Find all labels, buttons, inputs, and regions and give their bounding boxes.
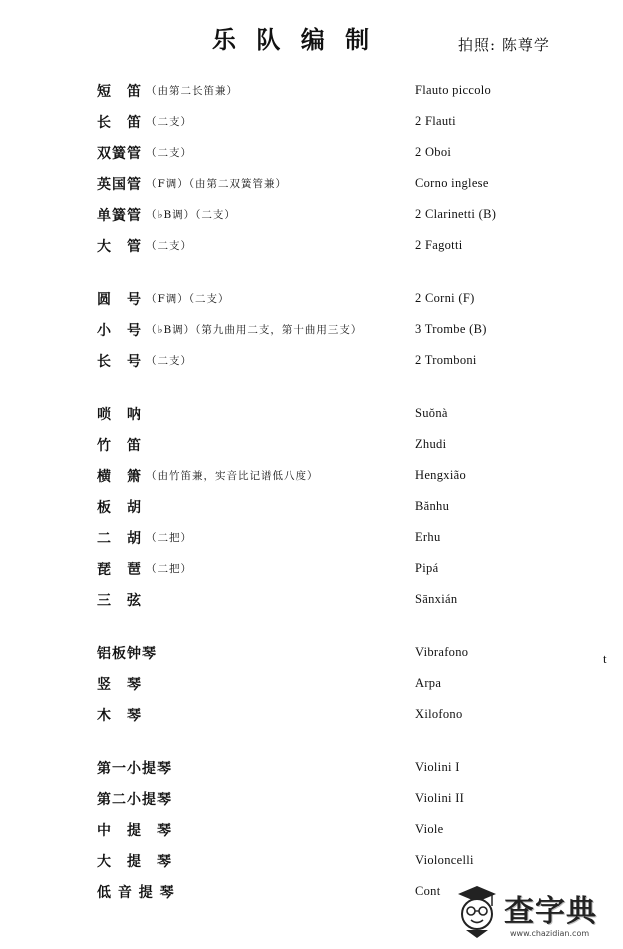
instrument-name-zh: 圆 号	[97, 291, 142, 308]
instrument-list	[97, 75, 612, 907]
instrument-name-latin: 2 Tromboni	[415, 353, 477, 367]
instrument-row	[97, 491, 612, 522]
instrument-note-zh: （由第二长笛兼）	[146, 85, 238, 97]
instrument-name-zh: 中 提 琴	[97, 822, 172, 839]
instrument-name-zh: 唢 呐	[97, 406, 142, 423]
instrument-row	[97, 783, 612, 814]
instrument-row	[97, 699, 612, 730]
instrument-name-zh: 木 琴	[97, 707, 142, 724]
instrument-note-zh: （♭B调）（第九曲用二支，第十曲用三支）	[146, 324, 363, 336]
instrument-name-latin: Violoncelli	[415, 853, 474, 867]
instrument-name-zh: 低 音 提 琴	[97, 884, 175, 901]
instrument-name-latin: Xilofono	[415, 707, 463, 721]
instrument-row	[97, 345, 612, 376]
instrument-row	[97, 199, 612, 230]
instrument-name-zh: 三 弦	[97, 592, 142, 609]
instrument-name-latin: 2 Clarinetti (B)	[415, 207, 497, 221]
instrument-name-zh: 二 胡	[97, 530, 142, 547]
instrument-name-latin: Vibrafono	[415, 645, 469, 659]
instrument-name-zh: 琵 琶	[97, 561, 142, 578]
instrument-name-zh: 小 号	[97, 322, 142, 339]
instrument-row	[97, 283, 612, 314]
instrument-note-zh: （F调）（二支）	[146, 293, 230, 305]
instrument-group	[97, 283, 612, 376]
instrument-name-latin: Arpa	[415, 676, 442, 690]
instrument-name-latin: Hengxião	[415, 468, 466, 482]
instrument-name-zh: 短 笛	[97, 83, 142, 100]
instrument-note-zh: （由竹笛兼，实音比记谱低八度）	[146, 470, 319, 482]
instrument-name-latin: 2 Corni (F)	[415, 291, 475, 305]
instrument-name-latin: Bănhu	[415, 499, 450, 513]
instrument-row	[97, 752, 612, 783]
watermark-text: 查字典	[504, 894, 597, 929]
instrument-name-zh: 长 号	[97, 353, 142, 370]
instrument-row	[97, 429, 612, 460]
instrument-row	[97, 845, 612, 876]
instrument-row	[97, 137, 612, 168]
instrument-name-zh: 第二小提琴	[97, 791, 172, 808]
instrument-note-zh: （二支）	[146, 355, 192, 367]
instrument-row	[97, 522, 612, 553]
instrument-row	[97, 553, 612, 584]
instrument-note-zh: （二支）	[146, 116, 192, 128]
instrument-row	[97, 314, 612, 345]
instrument-row	[97, 637, 612, 668]
instrument-name-zh: 板 胡	[97, 499, 142, 516]
instrument-row	[97, 668, 612, 699]
instrument-name-zh: 横 箫	[97, 468, 142, 485]
instrument-name-latin: Zhudi	[415, 437, 447, 451]
instrument-name-zh: 双簧管	[97, 145, 142, 162]
instrument-row	[97, 584, 612, 615]
instrument-row	[97, 230, 612, 261]
instrument-name-latin: Sānxián	[415, 592, 458, 606]
instrument-note-zh: （二把）	[146, 532, 192, 544]
watermark-logo	[452, 880, 614, 942]
watermark-url: www.chazidian.com	[510, 929, 590, 938]
instrument-name-latin: 3 Trombe (B)	[415, 322, 487, 336]
instrument-name-zh: 铝板钟琴	[97, 645, 157, 662]
instrument-name-zh: 竖 琴	[97, 676, 142, 693]
instrument-name-latin: Cont	[415, 884, 441, 898]
instrument-note-zh: （二支）	[146, 240, 192, 252]
instrument-name-zh: 大 提 琴	[97, 853, 172, 870]
instrument-name-latin: Violini II	[415, 791, 465, 805]
instrument-name-latin: Erhu	[415, 530, 441, 544]
instrument-group	[97, 637, 612, 730]
instrument-row	[97, 168, 612, 199]
instrument-name-latin: 2 Fagotti	[415, 238, 463, 252]
instrument-name-latin: Suŏnà	[415, 406, 448, 420]
instrument-note-zh: （二支）	[146, 147, 192, 159]
instrument-name-latin: 2 Flauti	[415, 114, 456, 128]
instrument-name-latin: Corno inglese	[415, 176, 489, 190]
instrument-name-latin: 2 Oboi	[415, 145, 452, 159]
instrument-name-latin: Violini I	[415, 760, 460, 774]
instrument-note-zh: （F调）（由第二双簧管兼）	[146, 178, 288, 190]
instrument-name-zh: 长 笛	[97, 114, 142, 131]
photo-credit: 拍照: 陈尊学	[458, 36, 550, 54]
instrument-name-latin: Viole	[415, 822, 444, 836]
instrument-note-zh: （♭B调）（二支）	[146, 209, 236, 221]
scholar-face-icon	[452, 880, 502, 940]
instrument-name-latin: Pipá	[415, 561, 439, 575]
instrument-row	[97, 106, 612, 137]
instrument-name-zh: 第一小提琴	[97, 760, 172, 777]
instrument-note-zh: （二把）	[146, 563, 192, 575]
instrument-group	[97, 398, 612, 615]
page-title: 乐 队 编 制	[212, 25, 376, 54]
instrument-row	[97, 460, 612, 491]
instrument-row	[97, 75, 612, 106]
instrument-row	[97, 814, 612, 845]
instrument-group	[97, 75, 612, 261]
instrument-name-zh: 英国管	[97, 176, 142, 193]
instrument-name-latin: Flauto piccolo	[415, 83, 492, 97]
instrument-name-zh: 竹 笛	[97, 437, 142, 454]
instrument-name-zh: 单簧管	[97, 207, 142, 224]
instrument-name-zh: 大 管	[97, 238, 142, 255]
stray-mark: t	[603, 651, 607, 666]
instrument-row	[97, 398, 612, 429]
